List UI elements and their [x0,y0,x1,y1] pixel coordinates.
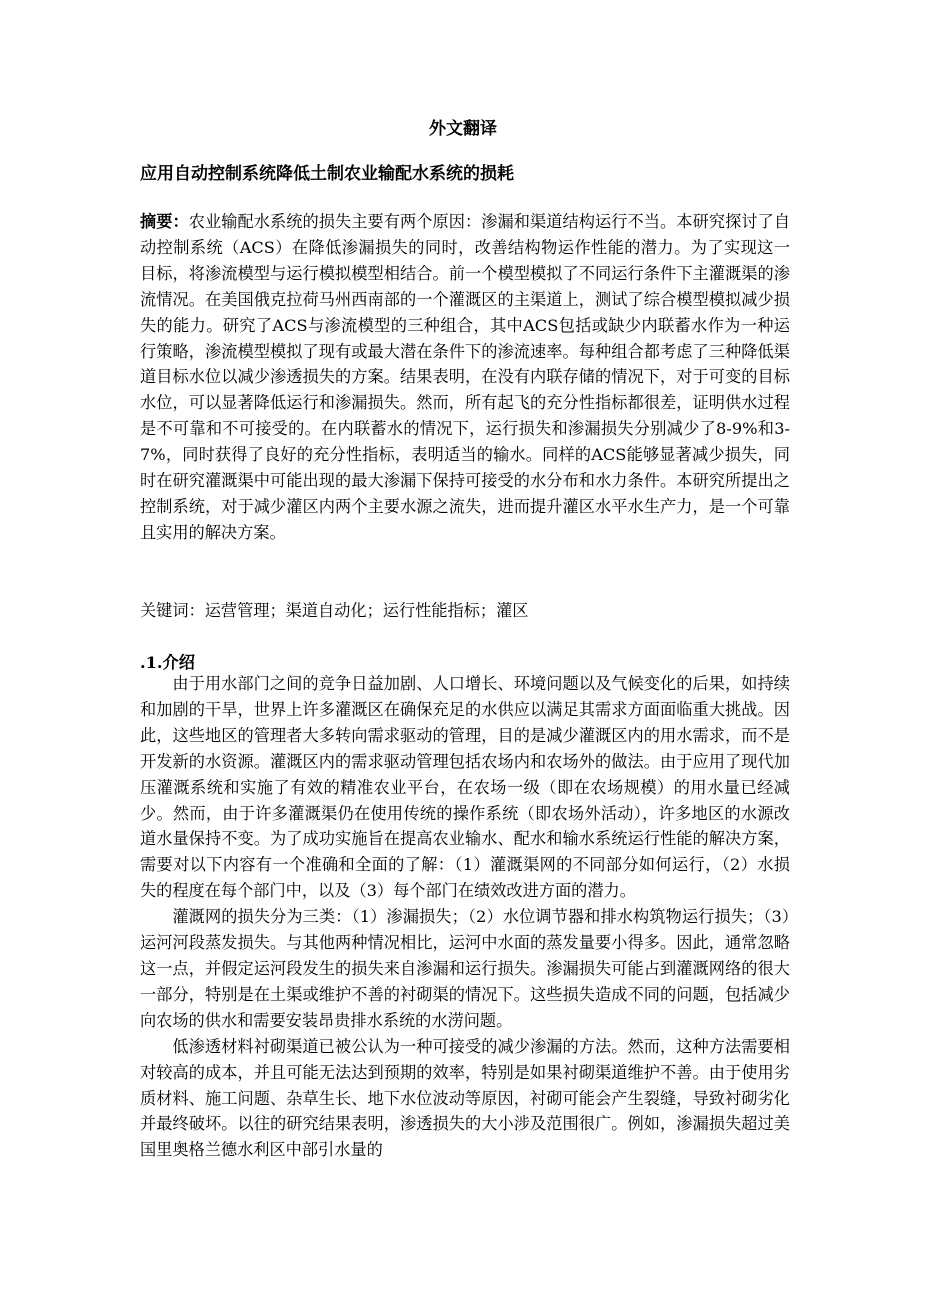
keywords: 关键词：运营管理；渠道自动化；运行性能指标；灌区 [140,601,529,620]
document-header: 外文翻译 [429,119,497,139]
section-heading-introduction: .1.介绍 [140,653,195,672]
abstract [140,209,790,546]
abstract-label: 摘要： [140,212,189,231]
paragraph: 由于用水部门之间的竞争日益加剧、人口增长、环境问题以及气候变化的后果，如持续和加剧的干旱，世界上许多灌溉区在确保充足的水供应以满足其需求方面面临重大挑战。因此，这些地区的管理者大多转向需求驱动的管理，目的是减少灌溉区内的用水需求，而不是开发新的水资源。灌溉区内的需求驱动管理包括农场内和农场外的做法。由于应用了现代加压灌溉系统和实施了有效的精准农业平台，在农场一级（即在农场规模）的用水量已经减少。然而，由于许多灌溉渠仍在使用传统的操作系统（即农场外活动），许多地区的水源改道水量保持不变。为了成功实施旨在提高农业输水、配水和输水系统运行性能的解决方案，需要对以下内容有一个准确和全面的了解：（1）灌溉渠网的不同部分如何运行，（2）水损失的程度在每个部门中，以及（3）每个部门在绩效改进方面的潜力。 [140,674,790,901]
paper-title: 应用自动控制系统降低土制农业输配水系统的损耗 [140,164,514,184]
introduction-body [140,671,790,1163]
paragraph: 低渗透材料衬砌渠道已被公认为一种可接受的减少渗漏的方法。然而，这种方法需要相对较高的成本，并且可能无法达到预期的效率，特别是如果衬砌渠道维护不善。由于使用劣质材料、施工问题、杂草生长、地下水位波动等原因，衬砌可能会产生裂缝，导致衬砌劣化并最终破坏。以往的研究结果表明，渗透损失的大小涉及范围很广。例如，渗漏损失超过美国里奥格兰德水利区中部引水量的 [140,1036,790,1160]
abstract-text: 农业输配水系统的损失主要有两个原因：渗漏和渠道结构运行不当。本研究探讨了自动控制系统（ACS）在降低渗漏损失的同时，改善结构物运作性能的潜力。为了实现这一目标，将渗流模型与运行模拟模型相结合。前一个模型模拟了不同运行条件下主灌溉渠的渗流情况。在美国俄克拉荷马州西南部的一个灌溉区的主渠道上，测试了综合模型模拟减少损失的能力。研究了ACS与渗流模型的三种组合，其中ACS包括或缺少内联蓄水作为一种运行策略，渗流模型模拟了现有或最大潜在条件下的渗流速率。每种组合都考虑了三种降低渠道目标水位以减少渗透损失的方案。结果表明，在没有内联存储的情况下，对于可变的目标水位，可以显著降低运行和渗漏损失。然而，所有起飞的充分性指标都很差，证明供水过程是不可靠和不可接受的。在内联蓄水的情况下，运行损失和渗漏损失分别减少了8-9%和3-7%，同时获得了良好的充分性指标，表明适当的输水。同样的ACS能够显著减少损失，同时在研究灌溉渠中可能出现的最大渗漏下保持可接受的水分布和水力条件。本研究所提出之控制系统，对于减少灌区内两个主要水源之流失，进而提升灌区水平水生产力，是一个可靠且实用的解决方案。 [140,212,791,542]
paragraph: 灌溉网的损失分为三类：（1）渗漏损失；（2）水位调节器和排水构筑物运行损失；（3）运河河段蒸发损失。与其他两种情况相比，运河中水面的蒸发量要小得多。因此，通常忽略这一点，并假定运河段发生的损失来自渗漏和运行损失。渗漏损失可能占到灌溉网络的很大一部分，特别是在土渠或维护不善的衬砌渠的情况下。这些损失造成不同的问题，包括减少向农场的供水和需要安装昂贵排水系统的水涝问题。 [140,907,790,1030]
